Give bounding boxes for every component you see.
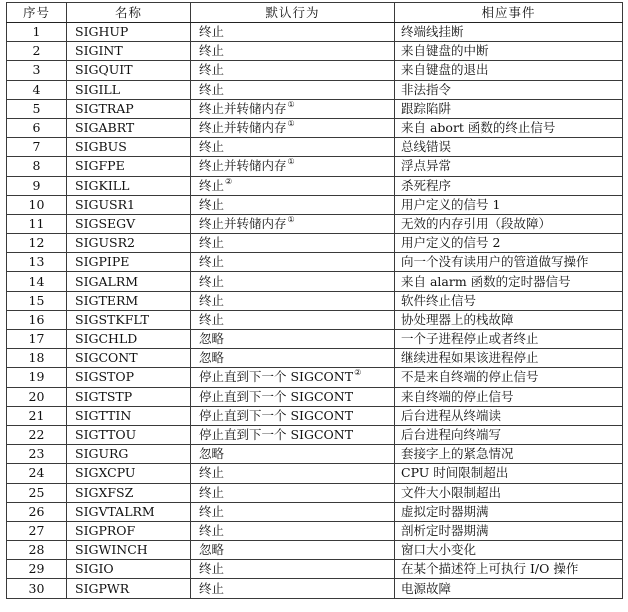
cell-number	[7, 99, 67, 118]
header-name: 名称	[67, 3, 191, 23]
table-row	[7, 253, 623, 272]
cell-signal-name-text: SIGUSR1	[75, 196, 135, 212]
cell-signal-name-text: SIGIO	[75, 561, 114, 577]
cell-event	[395, 272, 623, 291]
cell-number	[7, 502, 67, 521]
footnote-marker: ①	[287, 119, 295, 129]
cell-default-action	[191, 579, 395, 598]
cell-signal-name-text: SIGTRAP	[75, 100, 134, 116]
cell-event-text: 用户定义的信号 1	[401, 196, 501, 212]
cell-signal-name-text: SIGBUS	[75, 139, 127, 155]
cell-signal-name	[67, 560, 191, 579]
cell-number	[7, 330, 67, 349]
cell-number	[7, 541, 67, 560]
cell-number	[7, 425, 67, 444]
cell-default-action-text: 终止	[199, 24, 225, 40]
cell-default-action-text: 终止	[199, 503, 225, 519]
cell-default-action	[191, 214, 395, 233]
cell-number	[7, 157, 67, 176]
cell-number	[7, 138, 67, 157]
table-row	[7, 330, 623, 349]
cell-event-text: 向一个没有读用户的管道做写操作	[401, 254, 589, 270]
cell-signal-name-text: SIGSTOP	[75, 369, 135, 385]
cell-signal-name-text: SIGHUP	[75, 24, 129, 40]
cell-signal-name	[67, 42, 191, 61]
cell-number	[7, 118, 67, 137]
cell-number	[7, 291, 67, 310]
table-row	[7, 483, 623, 502]
cell-number-text: 14	[28, 273, 45, 289]
cell-signal-name	[67, 464, 191, 483]
cell-event	[395, 521, 623, 540]
cell-number	[7, 310, 67, 329]
cell-event-text: 继续进程如果该进程停止	[401, 350, 539, 366]
table-row	[7, 99, 623, 118]
cell-signal-name-text: SIGSTKFLT	[75, 311, 150, 327]
cell-event	[395, 387, 623, 406]
cell-default-action	[191, 253, 395, 272]
cell-number-text: 24	[28, 465, 45, 481]
cell-signal-name-text: SIGURG	[75, 446, 129, 462]
cell-event-text: 来自终端的停止信号	[401, 388, 514, 404]
cell-signal-name-text: SIGPROF	[75, 522, 136, 538]
cell-number-text: 12	[28, 235, 45, 251]
cell-number	[7, 445, 67, 464]
cell-event	[395, 560, 623, 579]
cell-number	[7, 23, 67, 42]
cell-signal-name-text: SIGCHLD	[75, 331, 138, 347]
cell-default-action	[191, 42, 395, 61]
cell-number-text: 29	[28, 561, 45, 577]
cell-default-action-text: 终止	[199, 484, 225, 500]
cell-event-text: 终端线挂断	[401, 24, 464, 40]
cell-number-text: 17	[28, 331, 45, 347]
header-number: 序号	[7, 3, 67, 23]
cell-event	[395, 464, 623, 483]
cell-number-text: 23	[28, 446, 45, 462]
cell-default-action-text: 终止	[199, 561, 225, 577]
cell-number	[7, 80, 67, 99]
cell-default-action-text: 终止	[199, 311, 225, 327]
cell-default-action-text: 终止	[199, 62, 225, 78]
cell-default-action	[191, 23, 395, 42]
cell-signal-name	[67, 330, 191, 349]
cell-number	[7, 42, 67, 61]
cell-event	[395, 99, 623, 118]
cell-signal-name	[67, 502, 191, 521]
cell-default-action	[191, 502, 395, 521]
cell-event-text: 来自 abort 函数的终止信号	[401, 120, 556, 136]
cell-default-action	[191, 61, 395, 80]
cell-number-text: 30	[28, 580, 45, 596]
cell-signal-name	[67, 157, 191, 176]
cell-number-text: 11	[28, 215, 45, 231]
cell-default-action-text: 终止并转储内存	[199, 215, 287, 231]
cell-signal-name-text: SIGKILL	[75, 177, 130, 193]
header-default-action: 默认行为	[191, 3, 395, 23]
cell-event-text: 窗口大小变化	[401, 542, 477, 558]
cell-event-text: 剖析定时器期满	[401, 522, 489, 538]
cell-default-action	[191, 195, 395, 214]
cell-number	[7, 483, 67, 502]
cell-signal-name	[67, 253, 191, 272]
cell-signal-name-text: SIGTTIN	[75, 407, 132, 423]
cell-signal-name	[67, 425, 191, 444]
cell-number-text: 7	[32, 139, 41, 155]
cell-default-action	[191, 99, 395, 118]
cell-event	[395, 330, 623, 349]
table-row	[7, 445, 623, 464]
table-row	[7, 234, 623, 253]
cell-event-text: 套接字上的紧急情况	[401, 446, 514, 462]
cell-event	[395, 195, 623, 214]
cell-number-text: 6	[32, 120, 41, 136]
cell-number-text: 1	[32, 24, 41, 40]
cell-default-action	[191, 118, 395, 137]
cell-number	[7, 349, 67, 368]
cell-signal-name-text: SIGCONT	[75, 350, 138, 366]
cell-signal-name	[67, 176, 191, 195]
cell-default-action	[191, 310, 395, 329]
header-row	[7, 3, 623, 23]
cell-default-action	[191, 445, 395, 464]
cell-signal-name	[67, 310, 191, 329]
cell-signal-name	[67, 61, 191, 80]
cell-signal-name	[67, 99, 191, 118]
table-row	[7, 23, 623, 42]
cell-event-text: 后台进程从终端读	[401, 407, 502, 423]
table-row	[7, 464, 623, 483]
cell-number-text: 19	[28, 369, 45, 385]
table-row	[7, 560, 623, 579]
table-row	[7, 579, 623, 598]
cell-signal-name-text: SIGFPE	[75, 158, 125, 174]
cell-number	[7, 521, 67, 540]
cell-event	[395, 445, 623, 464]
table-row	[7, 387, 623, 406]
cell-default-action	[191, 541, 395, 560]
cell-event	[395, 291, 623, 310]
cell-default-action	[191, 330, 395, 349]
cell-number	[7, 579, 67, 598]
cell-signal-name	[67, 291, 191, 310]
cell-number-text: 10	[28, 196, 45, 212]
table-header	[7, 3, 623, 23]
cell-number	[7, 234, 67, 253]
cell-signal-name-text: SIGINT	[75, 43, 123, 59]
cell-event-text: 来自键盘的退出	[401, 62, 489, 78]
cell-default-action-text: 终止	[199, 522, 225, 538]
cell-event-text: 软件终止信号	[401, 292, 477, 308]
footnote-marker: ①	[287, 157, 295, 167]
cell-signal-name	[67, 349, 191, 368]
cell-event	[395, 234, 623, 253]
cell-default-action-text: 终止	[199, 81, 225, 97]
table-row	[7, 425, 623, 444]
cell-event	[395, 310, 623, 329]
cell-signal-name	[67, 195, 191, 214]
cell-number-text: 8	[32, 158, 41, 174]
cell-number	[7, 253, 67, 272]
cell-number-text: 18	[28, 350, 45, 366]
footnote-marker: ①	[287, 99, 295, 109]
cell-number	[7, 368, 67, 387]
cell-default-action-text: 终止	[199, 273, 225, 289]
cell-event	[395, 214, 623, 233]
cell-event-text: 总线错误	[401, 139, 452, 155]
cell-number-text: 16	[28, 311, 45, 327]
cell-default-action-text: 停止直到下一个 SIGCONT	[199, 388, 354, 404]
table-row	[7, 310, 623, 329]
cell-number-text: 21	[28, 407, 45, 423]
cell-number-text: 27	[28, 522, 45, 538]
cell-number	[7, 61, 67, 80]
cell-event-text: CPU 时间限制超出	[401, 465, 509, 481]
cell-number	[7, 406, 67, 425]
cell-number-text: 25	[28, 484, 45, 500]
cell-signal-name	[67, 23, 191, 42]
cell-number	[7, 560, 67, 579]
cell-event	[395, 579, 623, 598]
cell-number	[7, 195, 67, 214]
table-row	[7, 80, 623, 99]
cell-default-action-text: 忽略	[199, 542, 225, 558]
cell-event	[395, 61, 623, 80]
cell-signal-name-text: SIGXCPU	[75, 465, 136, 481]
table-row	[7, 42, 623, 61]
cell-signal-name-text: SIGVTALRM	[75, 503, 155, 519]
cell-default-action	[191, 138, 395, 157]
header-event: 相应事件	[395, 3, 623, 23]
cell-default-action-text: 终止并转储内存	[199, 120, 287, 136]
cell-signal-name	[67, 272, 191, 291]
cell-signal-name	[67, 579, 191, 598]
cell-default-action	[191, 272, 395, 291]
table-row	[7, 349, 623, 368]
cell-event-text: 不是来自终端的停止信号	[401, 369, 539, 385]
signal-table	[6, 2, 623, 599]
cell-default-action	[191, 560, 395, 579]
cell-signal-name-text: SIGTERM	[75, 292, 139, 308]
cell-default-action-text: 忽略	[199, 446, 225, 462]
table-row	[7, 157, 623, 176]
cell-default-action	[191, 291, 395, 310]
cell-default-action	[191, 521, 395, 540]
cell-event-text: 文件大小限制超出	[401, 484, 502, 500]
cell-signal-name-text: SIGXFSZ	[75, 484, 134, 500]
cell-default-action-text: 停止直到下一个 SIGCONT	[199, 369, 354, 385]
cell-event	[395, 157, 623, 176]
cell-number-text: 20	[28, 388, 45, 404]
cell-number-text: 5	[32, 100, 41, 116]
cell-signal-name-text: SIGQUIT	[75, 62, 133, 78]
table-row	[7, 272, 623, 291]
cell-number-text: 26	[28, 503, 45, 519]
cell-number-text: 3	[32, 62, 41, 78]
cell-signal-name-text: SIGUSR2	[75, 235, 135, 251]
cell-event-text: 来自键盘的中断	[401, 43, 489, 59]
cell-number	[7, 176, 67, 195]
cell-event	[395, 42, 623, 61]
cell-default-action-text: 终止	[199, 196, 225, 212]
cell-event	[395, 541, 623, 560]
cell-signal-name	[67, 368, 191, 387]
footnote-marker: ②	[225, 176, 233, 186]
cell-default-action-text: 终止	[199, 254, 225, 270]
cell-event-text: 浮点异常	[401, 158, 452, 174]
cell-event-text: 非法指令	[401, 81, 452, 97]
cell-default-action-text: 停止直到下一个 SIGCONT	[199, 427, 354, 443]
cell-signal-name	[67, 234, 191, 253]
cell-default-action-text: 终止	[199, 580, 225, 596]
table-row	[7, 118, 623, 137]
table-row	[7, 541, 623, 560]
cell-default-action-text: 终止	[199, 292, 225, 308]
cell-event-text: 后台进程向终端写	[401, 427, 502, 443]
cell-default-action	[191, 349, 395, 368]
cell-signal-name	[67, 483, 191, 502]
table-row	[7, 176, 623, 195]
cell-number	[7, 387, 67, 406]
cell-default-action	[191, 176, 395, 195]
cell-event	[395, 138, 623, 157]
cell-default-action	[191, 234, 395, 253]
cell-number-text: 28	[28, 542, 45, 558]
cell-default-action-text: 终止	[199, 235, 225, 251]
footnote-marker: ①	[287, 214, 295, 224]
cell-default-action-text: 终止	[199, 43, 225, 59]
cell-event	[395, 483, 623, 502]
cell-number-text: 22	[28, 427, 45, 443]
table-row	[7, 138, 623, 157]
cell-event	[395, 349, 623, 368]
cell-signal-name	[67, 80, 191, 99]
cell-signal-name	[67, 541, 191, 560]
cell-signal-name-text: SIGILL	[75, 81, 121, 97]
table-row	[7, 368, 623, 387]
cell-number	[7, 464, 67, 483]
cell-default-action-text: 忽略	[199, 331, 225, 347]
cell-event	[395, 253, 623, 272]
cell-default-action-text: 终止	[199, 465, 225, 481]
cell-signal-name	[67, 387, 191, 406]
cell-signal-name-text: SIGABRT	[75, 120, 135, 136]
cell-default-action	[191, 368, 395, 387]
cell-signal-name	[67, 138, 191, 157]
cell-signal-name-text: SIGSEGV	[75, 215, 136, 231]
cell-default-action-text: 停止直到下一个 SIGCONT	[199, 407, 354, 423]
cell-event	[395, 23, 623, 42]
cell-number-text: 9	[32, 177, 41, 193]
table-row	[7, 406, 623, 425]
cell-signal-name	[67, 118, 191, 137]
cell-default-action	[191, 406, 395, 425]
table-row	[7, 61, 623, 80]
cell-event-text: 虚拟定时器期满	[401, 503, 489, 519]
cell-number-text: 15	[28, 292, 45, 308]
cell-event-text: 来自 alarm 函数的定时器信号	[401, 273, 571, 289]
cell-signal-name	[67, 445, 191, 464]
cell-default-action	[191, 80, 395, 99]
table-row	[7, 502, 623, 521]
cell-default-action	[191, 157, 395, 176]
cell-event	[395, 80, 623, 99]
cell-default-action	[191, 425, 395, 444]
cell-event-text: 跟踪陷阱	[401, 100, 452, 116]
cell-number-text: 13	[28, 254, 45, 270]
cell-signal-name-text: SIGALRM	[75, 273, 139, 289]
cell-default-action	[191, 483, 395, 502]
table-body	[7, 23, 623, 599]
cell-number-text: 2	[32, 43, 41, 59]
cell-number-text: 4	[32, 81, 41, 97]
cell-default-action-text: 终止	[199, 139, 225, 155]
table-row	[7, 195, 623, 214]
cell-event-text: 协处理器上的栈故障	[401, 311, 514, 327]
cell-default-action-text: 忽略	[199, 350, 225, 366]
cell-event-text: 电源故障	[401, 580, 452, 596]
cell-event	[395, 176, 623, 195]
table-row	[7, 291, 623, 310]
cell-default-action-text: 终止并转储内存	[199, 100, 287, 116]
cell-event-text: 在某个描述符上可执行 I/O 操作	[401, 561, 579, 577]
footnote-marker: ②	[354, 368, 362, 378]
cell-event-text: 一个子进程停止或者终止	[401, 331, 539, 347]
cell-signal-name-text: SIGTTOU	[75, 427, 137, 443]
cell-signal-name-text: SIGPWR	[75, 580, 130, 596]
cell-event	[395, 406, 623, 425]
cell-signal-name	[67, 406, 191, 425]
table-row	[7, 214, 623, 233]
cell-event	[395, 425, 623, 444]
cell-event-text: 无效的内存引用（段故障）	[401, 215, 552, 231]
cell-event	[395, 502, 623, 521]
cell-event	[395, 368, 623, 387]
cell-default-action	[191, 387, 395, 406]
cell-event-text: 杀死程序	[401, 177, 452, 193]
cell-number	[7, 272, 67, 291]
cell-default-action-text: 终止并转储内存	[199, 158, 287, 174]
cell-event-text: 用户定义的信号 2	[401, 235, 501, 251]
cell-signal-name-text: SIGTSTP	[75, 388, 133, 404]
cell-default-action	[191, 464, 395, 483]
table-row	[7, 521, 623, 540]
cell-signal-name	[67, 521, 191, 540]
cell-number	[7, 214, 67, 233]
cell-signal-name-text: SIGWINCH	[75, 542, 148, 558]
cell-signal-name-text: SIGPIPE	[75, 254, 130, 270]
cell-signal-name	[67, 214, 191, 233]
cell-event	[395, 118, 623, 137]
cell-default-action-text: 终止	[199, 177, 225, 193]
